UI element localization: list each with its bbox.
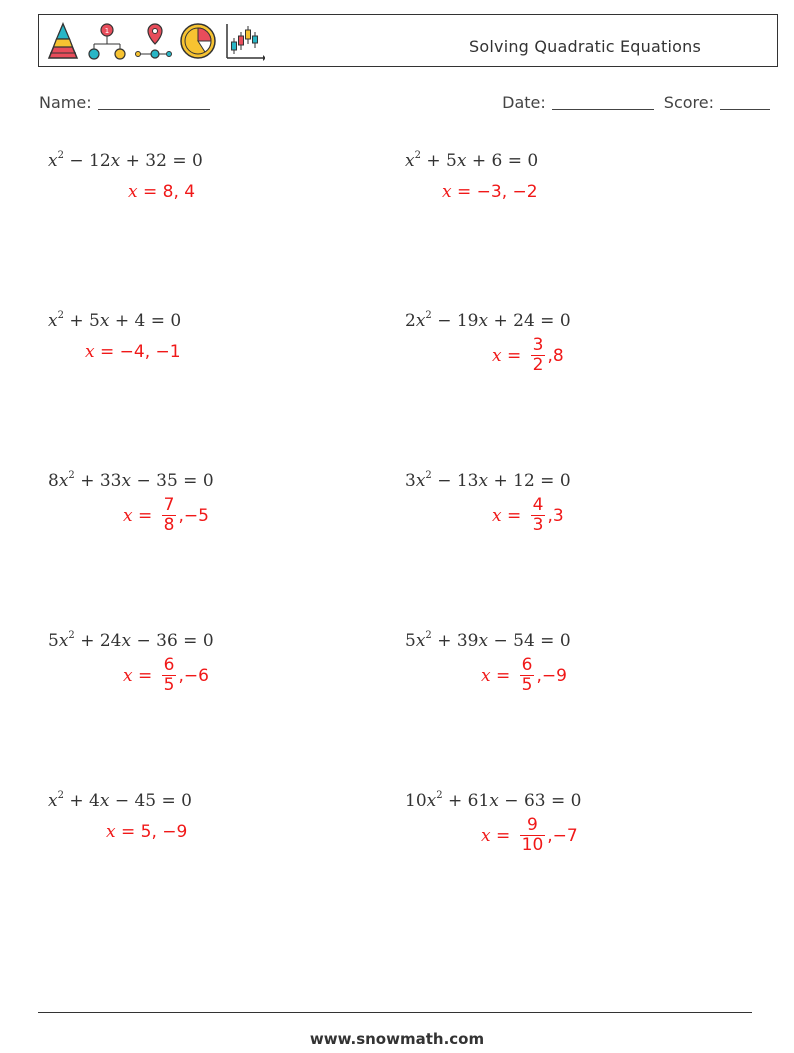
answer-values: 8, 4 [162, 182, 196, 202]
equation-part: − 35 = 0 [131, 471, 214, 491]
hierarchy-icon [85, 20, 129, 62]
answer-rest: ,−5 [178, 505, 209, 526]
answer-lead: x = [85, 342, 120, 362]
fraction-numerator: 9 [527, 815, 538, 835]
equation-part: 2 [425, 470, 432, 481]
fraction-numerator: 4 [532, 495, 544, 515]
answer-fraction [531, 336, 546, 375]
answer-lead: x = [106, 822, 141, 842]
equation-part: 2 [414, 150, 421, 161]
answer-p10 [481, 816, 578, 855]
pie-chart-icon [177, 20, 219, 62]
answer-rest: ,−6 [178, 665, 209, 686]
answer-lead: x = [123, 505, 158, 526]
date-score-fields [502, 93, 770, 112]
equation-part: + 61 [442, 791, 490, 811]
date-blank[interactable] [552, 95, 654, 110]
equation-part: x [415, 471, 426, 491]
answer-p7 [123, 656, 209, 695]
equation-p5 [48, 471, 214, 491]
answer-values: 5, −9 [140, 822, 188, 842]
equation-part: + 24 [74, 631, 122, 651]
equation-part: 10 [405, 791, 427, 811]
equation-part: + 6 = 0 [466, 151, 539, 171]
equation-part: − 12 [63, 151, 111, 171]
equation-part: x [456, 151, 467, 171]
equation-part: x [121, 471, 132, 491]
answer-lead: x = [481, 825, 516, 846]
answer-fraction [520, 656, 535, 695]
answer-p3 [85, 342, 181, 362]
answer-values: −4, −1 [119, 342, 181, 362]
equation-p9 [48, 791, 192, 811]
fraction-denominator: 5 [521, 675, 533, 695]
equation-part: 2 [57, 310, 64, 321]
equation-part: − 54 = 0 [488, 631, 571, 651]
answer-rest: ,−7 [547, 825, 578, 846]
answer-lead: x = [442, 182, 477, 202]
equation-part: + 12 = 0 [488, 471, 571, 491]
equation-part: x [426, 791, 437, 811]
equation-part: x [110, 151, 121, 171]
equation-part: − 13 [431, 471, 479, 491]
equation-part: 5 [48, 631, 59, 651]
equation-part: x [405, 151, 415, 171]
equation-part: 2 [425, 310, 432, 321]
equation-part: + 39 [431, 631, 479, 651]
equation-p1 [48, 151, 203, 171]
answer-p8 [481, 656, 567, 695]
equation-part: + 5 [63, 311, 100, 331]
pyramid-chart-icon [45, 20, 81, 62]
equation-part: x [415, 631, 426, 651]
equation-p4 [405, 311, 571, 331]
answer-p6 [492, 496, 564, 535]
answer-rest: ,3 [547, 505, 564, 526]
answer-p1 [128, 182, 195, 202]
answer-fraction [531, 496, 546, 535]
equation-part: + 32 = 0 [120, 151, 203, 171]
equation-part: 2 [405, 311, 416, 331]
equation-part: x [58, 471, 69, 491]
map-pin-icon [133, 20, 173, 62]
answer-p2 [442, 182, 538, 202]
fraction-numerator: 6 [163, 655, 175, 675]
equation-p8 [405, 631, 571, 651]
date-label: Date: [502, 93, 546, 112]
equation-part: x [121, 631, 132, 651]
answer-values: −3, −2 [476, 182, 538, 202]
fraction-denominator: 5 [163, 675, 175, 695]
answer-p5 [123, 496, 209, 535]
equation-part: x [99, 311, 110, 331]
equation-part: + 24 = 0 [488, 311, 571, 331]
answer-fraction [520, 816, 546, 855]
equation-part: 2 [436, 790, 443, 801]
answer-p9 [106, 822, 187, 842]
equation-p2 [405, 151, 538, 171]
answer-fraction [162, 656, 177, 695]
equation-part: x [415, 311, 426, 331]
equation-part: 2 [68, 630, 75, 641]
equation-p3 [48, 311, 181, 331]
answer-lead: x = [492, 345, 527, 366]
equation-part: x [48, 311, 58, 331]
answer-p4 [492, 336, 564, 375]
name-label: Name: [39, 93, 92, 112]
fraction-denominator: 10 [521, 835, 544, 855]
equation-part: + 4 [63, 791, 100, 811]
name-field[interactable] [39, 93, 210, 112]
equation-part: x [48, 151, 58, 171]
fraction-numerator: 3 [532, 335, 544, 355]
equation-part: x [478, 631, 489, 651]
answer-lead: x = [481, 665, 516, 686]
svg-text:1: 1 [104, 27, 110, 35]
equation-part: 2 [68, 470, 75, 481]
fraction-denominator: 2 [532, 355, 544, 375]
equation-part: x [99, 791, 110, 811]
score-label: Score: [663, 93, 714, 112]
equation-part: x [478, 471, 489, 491]
answer-lead: x = [492, 505, 527, 526]
answer-lead: x = [123, 665, 158, 686]
equation-part: x [478, 311, 489, 331]
equation-p6 [405, 471, 571, 491]
equation-part: x [48, 791, 58, 811]
equation-part: 2 [57, 790, 64, 801]
equation-part: 2 [425, 630, 432, 641]
equation-part: − 45 = 0 [109, 791, 192, 811]
score-blank[interactable] [720, 95, 770, 110]
fraction-denominator: 8 [163, 515, 175, 535]
equation-part: − 36 = 0 [131, 631, 214, 651]
answer-lead: x = [128, 182, 163, 202]
equation-part: 8 [48, 471, 59, 491]
fraction-denominator: 3 [532, 515, 544, 535]
page-title: Solving Quadratic Equations [469, 37, 701, 56]
equation-part: + 33 [74, 471, 122, 491]
equation-part: + 5 [420, 151, 457, 171]
fraction-numerator: 7 [163, 495, 175, 515]
equation-part: x [489, 791, 499, 811]
equation-p7 [48, 631, 214, 651]
logo-strip [45, 19, 265, 63]
answer-rest: ,8 [547, 345, 564, 366]
equation-part: − 63 = 0 [498, 791, 582, 811]
equation-part: 5 [405, 631, 416, 651]
answer-rest: ,−9 [536, 665, 567, 686]
equation-p10 [405, 791, 581, 811]
equation-part: − 19 [431, 311, 479, 331]
footer-divider [38, 1012, 752, 1013]
equation-part: x [58, 631, 69, 651]
answer-fraction [162, 496, 177, 535]
equation-part: 2 [57, 150, 64, 161]
candlestick-chart-icon [223, 20, 265, 62]
worksheet-header [38, 14, 778, 67]
fraction-numerator: 6 [521, 655, 533, 675]
footer-url[interactable]: www.snowmath.com [309, 1030, 485, 1048]
name-blank[interactable] [98, 95, 210, 110]
equation-part: 3 [405, 471, 416, 491]
equation-part: + 4 = 0 [109, 311, 182, 331]
